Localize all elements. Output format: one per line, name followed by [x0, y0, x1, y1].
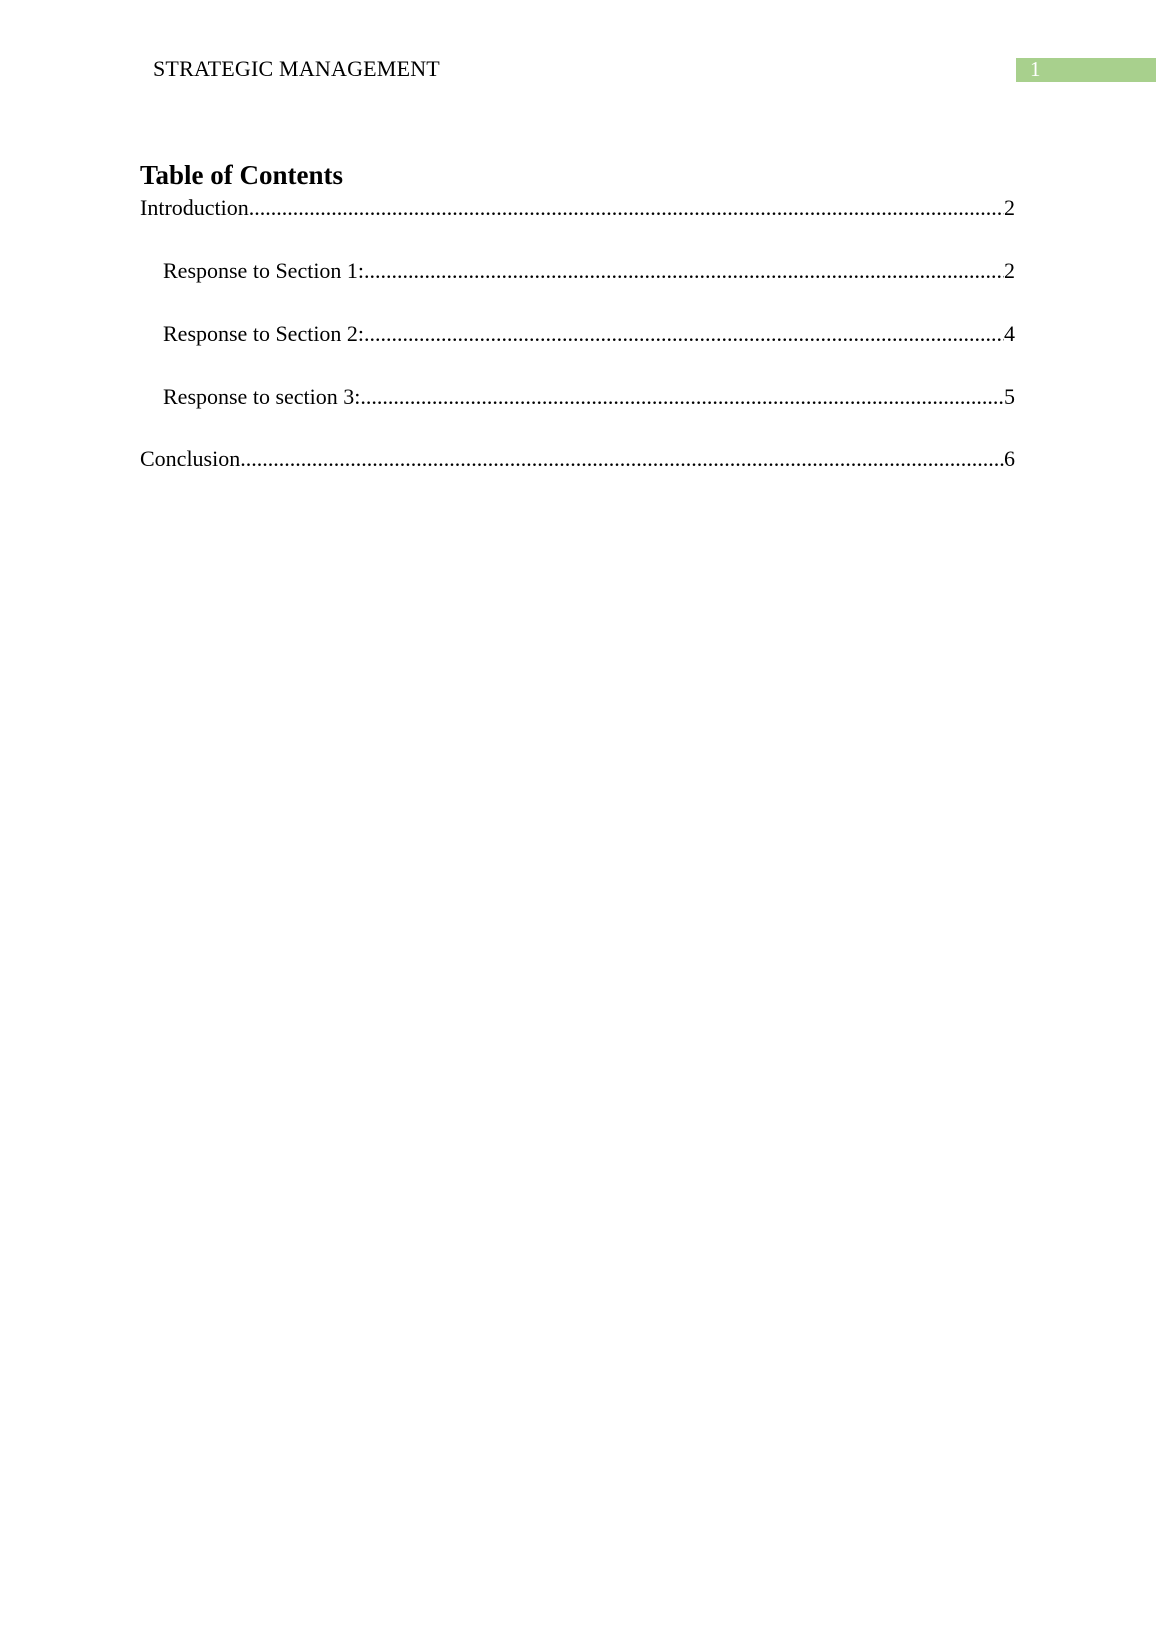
toc-dot-leader — [240, 446, 1004, 472]
toc-entry-response-section-2[interactable] — [163, 321, 1015, 351]
toc-heading: Table of Contents — [140, 160, 344, 190]
page-number: 1 — [1030, 57, 1041, 81]
toc-dot-leader — [364, 258, 1004, 284]
toc-entry-page: 4 — [1004, 321, 1015, 346]
toc-entry-label: Response to Section 2: — [163, 321, 365, 346]
toc-entry-label: Introduction — [140, 195, 249, 220]
page-number-badge — [1016, 58, 1156, 82]
toc-entry-response-section-3[interactable] — [163, 384, 1015, 414]
toc-entry-conclusion[interactable] — [140, 446, 1015, 476]
toc-entry-label: Conclusion — [140, 446, 241, 471]
toc-entry-page: 2 — [1004, 258, 1015, 283]
toc-entry-label: Response to section 3: — [163, 384, 361, 409]
toc-entry-page: 6 — [1004, 446, 1015, 471]
running-header-title: STRATEGIC MANAGEMENT — [153, 56, 440, 81]
toc-dot-leader — [249, 195, 1004, 221]
toc-entry-response-section-1[interactable] — [163, 258, 1015, 288]
toc-entry-page: 2 — [1004, 195, 1015, 220]
toc-entry-label: Response to Section 1: — [163, 258, 365, 283]
toc-entry-page: 5 — [1004, 384, 1015, 409]
toc-entry-introduction[interactable] — [140, 195, 1015, 225]
toc-dot-leader — [364, 321, 1004, 347]
toc-dot-leader — [360, 384, 1004, 410]
